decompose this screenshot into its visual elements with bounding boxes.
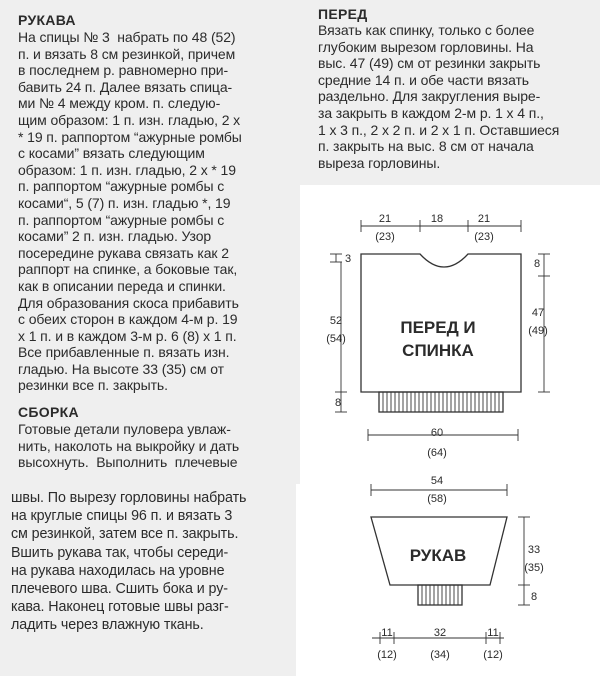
text-line: щим образом: 1 п. изн. гладью, 2 х — [18, 111, 241, 128]
text-line: как в описании переда и спинки. — [18, 277, 226, 294]
body-label-1: ПЕРЕД И — [400, 318, 476, 337]
text-line: Для образования скоса прибавить — [18, 294, 239, 311]
front-body — [318, 22, 559, 171]
dim-neck-front: 8 — [533, 258, 541, 270]
dim-rib: 8 — [334, 397, 342, 409]
text-line: х 1 п. и в каждом 3-м р. 6 (8) х 1 п. — [18, 327, 237, 344]
text-line: нить, наколоть на выкройку и дать — [18, 437, 240, 454]
dim-cuff-alt: (34) — [430, 649, 450, 661]
dim-side-h-alt: (49) — [528, 325, 548, 337]
text-line: п. и вязать 8 см резинкой, причем — [18, 45, 236, 62]
text-line: выс. 47 (49) см от резинки закрыть — [318, 55, 541, 72]
dim-neck-back: 3 — [345, 253, 352, 265]
text-line: выреза горловины. — [318, 154, 441, 171]
text-line: п. раппортом “ажурные ромбы с — [18, 178, 225, 195]
text-line: на рукава находилась на уровне — [11, 562, 225, 579]
dim-sleeve-h: 33 — [527, 544, 541, 556]
front-heading: ПЕРЕД — [318, 6, 368, 22]
text-line: п. закрыть на выс. 8 см от начала — [318, 138, 534, 155]
dim-sleeve-h-alt: (35) — [524, 562, 544, 574]
dim-width-alt: (64) — [427, 447, 447, 459]
dim-shoulder: 21 — [378, 213, 392, 225]
text-line: раппорт на спинке, а боковые так, — [18, 261, 238, 278]
text-line: Готовые детали пуловера увлаж- — [18, 421, 231, 437]
text-line: резинки все п. закрыть. — [18, 377, 168, 394]
text-line: см резинкой, затем все п. закрыть. — [11, 526, 239, 543]
dim-shoulder-right: 21 — [477, 213, 491, 225]
assembly-body — [18, 421, 239, 471]
text-line: высохнуть. Выполнить плечевые — [18, 454, 238, 471]
dim-total-h-alt: (54) — [326, 333, 346, 345]
dim-sleeve-side-right: 11 — [487, 627, 499, 639]
text-line: раздельно. Для закругления выре- — [318, 88, 541, 105]
dim-neck: 18 — [430, 213, 444, 225]
dim-sleeve-side: 11 — [381, 627, 393, 639]
knitting-schematic — [300, 185, 600, 676]
text-line: с обеих сторон в каждом 4-м р. 19 — [18, 311, 238, 328]
text-line: Вшить рукава так, чтобы середи- — [11, 544, 229, 561]
text-line: гладью. На высоте 33 (35) см от — [18, 360, 224, 377]
dim-sleeve-top-alt: (58) — [427, 493, 447, 505]
text-line: с косами” вязать следующим — [18, 145, 205, 162]
dim-sleeve-side-right-alt: (12) — [483, 649, 503, 661]
text-line: Все прибавленные п. вязать изн. — [18, 344, 230, 361]
body-ribbing — [379, 392, 503, 412]
text-line: На спицы № 3 набрать по 48 (52) — [18, 29, 236, 45]
dim-sleeve-side-alt: (12) — [377, 649, 397, 661]
sleeve-ribbing — [418, 585, 462, 605]
sleeves-body — [18, 29, 242, 394]
dim-side-h: 47 — [531, 307, 545, 319]
dim-shoulder-alt: (23) — [375, 231, 395, 243]
text-line: в последнем р. равномерно при- — [18, 62, 229, 79]
text-line: средние 14 п. и обе части вязать — [318, 71, 529, 88]
dim-total-h: 52 — [329, 315, 343, 327]
dim-shoulder-right-alt: (23) — [474, 231, 494, 243]
sleeves-heading: РУКАВА — [18, 12, 76, 28]
text-line: 1 х 3 п., 2 х 2 п. и 2 х 1 п. Оставшиеся — [318, 121, 560, 138]
text-line: плечевого шва. Сшить бока и ру- — [11, 581, 228, 598]
text-line: за закрыть в каждом 2-м р. 1 х 4 п., — [318, 104, 544, 121]
dim-sleeve-top: 54 — [430, 475, 444, 487]
text-line: образом: 1 п. изн. гладью, 2 х * 19 — [18, 161, 236, 178]
text-line: бавить 24 п. Далее вязать спица- — [18, 78, 233, 95]
assembly-heading: СБОРКА — [18, 404, 79, 420]
text-line: Вязать как спинку, только с более — [318, 22, 535, 38]
text-line: швы. По вырезу горловины набрать — [11, 490, 247, 506]
text-line: косами“, 5 (7) п. изн. гладью *, 19 — [18, 194, 231, 211]
text-line: на круглые спицы 96 п. и вязать 3 — [11, 508, 233, 525]
text-line: косами” 2 п. изн. гладью. Узор — [18, 228, 212, 245]
text-line: посередине рукава связать как 2 — [18, 244, 229, 261]
dim-cuff: 32 — [433, 627, 447, 639]
dim-width: 60 — [430, 427, 444, 439]
dim-sleeve-rib: 8 — [530, 591, 538, 603]
assembly-body-continued — [11, 489, 246, 635]
text-line: ми № 4 между кром. п. следую- — [18, 95, 221, 112]
text-line: глубоким вырезом горловины. На — [318, 38, 534, 55]
text-line: п. раппортом “ажурные ромбы с — [18, 211, 225, 228]
text-line: кава. Наконец готовые швы разг- — [11, 599, 229, 616]
sleeve-label: РУКАВ — [409, 546, 467, 565]
text-line: ладить через влажную ткань. — [11, 617, 204, 634]
body-label-2: СПИНКА — [402, 341, 474, 360]
text-line: * 19 п. раппортом “ажурные ромбы — [18, 128, 242, 145]
